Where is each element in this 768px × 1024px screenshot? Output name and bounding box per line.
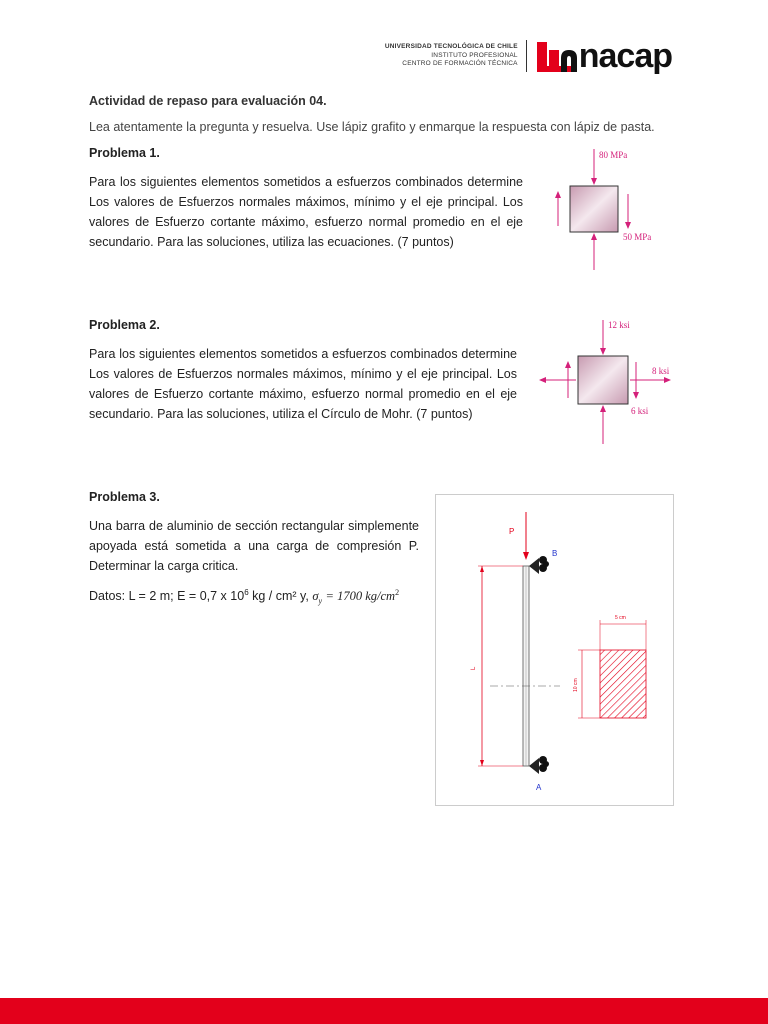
problem-3-text: Una barra de aluminio de sección rectangular simplemente apoyada está sometida a una carga de compresión P. Determinar la carga critica. xyxy=(89,519,419,573)
footer-brand-bar xyxy=(0,998,768,1024)
stress-element-square xyxy=(578,356,628,404)
institution-line-1: UNIVERSIDAD TECNOLÓGICA DE CHILE xyxy=(384,43,518,51)
label-80mpa: 80 MPa xyxy=(599,150,628,160)
height-label: 10 cm xyxy=(573,678,579,692)
label-6ksi: 6 ksi xyxy=(631,406,649,416)
problem-2-stress-element-diagram xyxy=(536,316,686,448)
page-header xyxy=(385,36,672,76)
sigma-exponent: 2 xyxy=(395,588,400,597)
cross-section-rectangle xyxy=(600,650,646,718)
problem-3-heading: Problema 3. xyxy=(89,490,160,504)
instructions: Lea atentamente la pregunta y resuelva. Use lápiz grafito y enmarque la respuesta con lápiz de pasta. xyxy=(89,120,655,134)
data-text: Datos: L = 2 m; E = 0,7 x 10 xyxy=(89,589,245,604)
inacap-logo-mark-icon xyxy=(537,36,577,76)
label-8ksi: 8 ksi xyxy=(652,366,670,376)
problem-1-heading: Problema 1. xyxy=(89,146,160,160)
institution-names xyxy=(385,40,527,72)
problem-2-text: Para los siguientes elementos sometidos a esfuerzos combinados determine Los valores de Esfuerzos normales máximos, mínimo y el eje principal. Los valores de Esfuerzo cortante máximo, esfuerzo normal promedio en el eje secundario. Para las soluciones, utiliza el Círculo de Mohr. (7 puntos) xyxy=(89,347,517,421)
width-label: 5 cm xyxy=(615,615,626,621)
institution-line-2: INSTITUTO PROFESIONAL xyxy=(431,51,518,59)
data-exponent: 6 xyxy=(244,588,249,597)
problem-2-heading: Problema 2. xyxy=(89,318,160,332)
label-50mpa: 50 MPa xyxy=(623,232,652,242)
problem-1-stress-element-diagram xyxy=(540,144,700,276)
institution-line-3: CENTRO DE FORMACIÓN TÉCNICA xyxy=(402,60,518,68)
problem-1-text: Para los siguientes elementos sometidos a esfuerzos combinados determine Los valores de Esfuerzos normales máximos, mínimo y el eje principal. Los valores de Esfuerzo cortante máximo, esfuerzo normal promedio en el eje secundario. Para las soluciones, utiliza las ecuaciones. (7 puntos) xyxy=(89,175,523,249)
sigma-expression: = 1700 kg/cm xyxy=(325,589,396,604)
data-rest: kg / cm² y, xyxy=(248,589,313,604)
sigma-symbol: $\sigma_y$ xyxy=(312,589,323,606)
support-a-label: A xyxy=(536,783,542,792)
page-title: Actividad de repaso para evaluación 04. xyxy=(89,94,327,108)
stress-element-square xyxy=(570,186,618,232)
label-12ksi: 12 ksi xyxy=(608,320,630,330)
length-label: L xyxy=(471,666,477,670)
support-b-label: B xyxy=(552,549,558,558)
logo-text: nacap xyxy=(578,37,672,75)
problem-3-column-diagram xyxy=(435,494,674,806)
load-label: P xyxy=(509,527,515,536)
problem-3-data xyxy=(89,583,429,612)
inacap-logo xyxy=(537,36,672,76)
